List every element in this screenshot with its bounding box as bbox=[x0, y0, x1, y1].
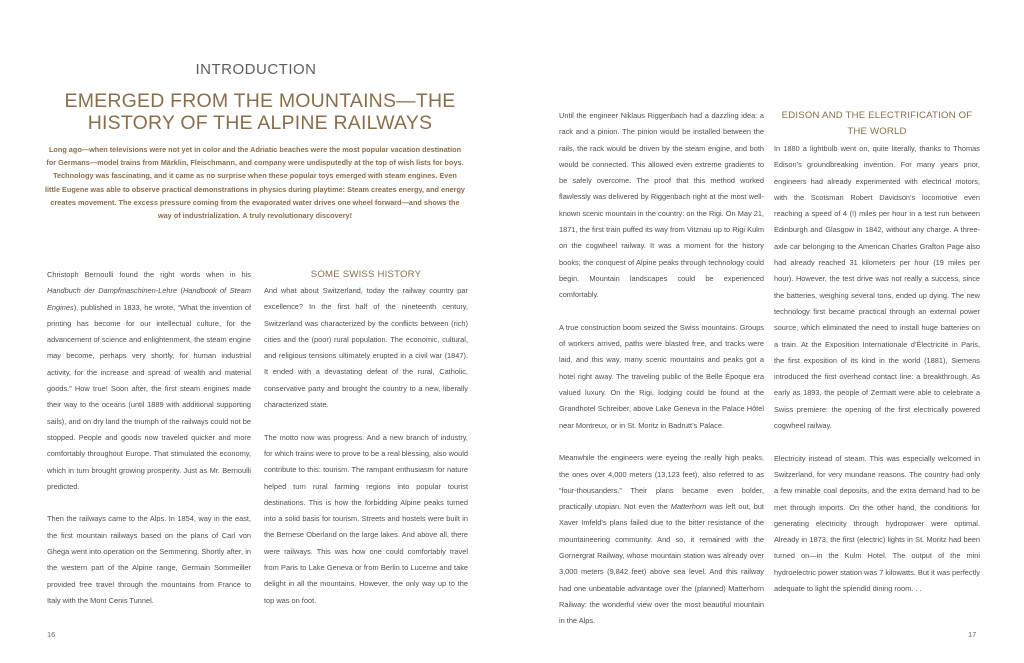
section-kicker: INTRODUCTION bbox=[195, 61, 317, 78]
column-2 bbox=[264, 267, 468, 609]
paragraph: Until the engineer Niklaus Riggenbach had a dazzling idea: a rack and a pinion. The pinion would be installed between the rails, the rack would be driven by the steam engine, and both would be connected. This allowed even extreme gradients to be safely overcome. The proof that this method worked flawlessly was delivered by Riggenbach right at the most well-known scenic mountain in the country: on the Rigi. On May 21, 1871, the first train puffed its way from Vitznau up to Rigi Kulm on the cogwheel railway. It was a moment for the history books; the conquest of Alpine peaks through technology could begin. Mountain landscapes could be experienced comfortably. bbox=[559, 111, 764, 300]
text-run: Christoph Bernoulli found the right words when in his bbox=[47, 270, 251, 279]
paragraph: And what about Switzerland, today the railway country par excellence? In the first half of the nineteenth century, Switzerland was characterized by the conflicts between (rich) cities and the (poor) rural population. The economic, cultural, and religious tensions ultimately erupted in a civil war (1847). It ended with a devastating defeat of the rural, Catholic, conservative party and brought the country to a new, liberally characterized state. bbox=[264, 286, 468, 410]
page-number: 17 bbox=[968, 630, 977, 639]
page-number: 16 bbox=[47, 630, 56, 639]
book-title-translation: Handbook of Steam Engines bbox=[47, 286, 251, 312]
paragraph: In 1880 a lightbulb went on, quite literally, thanks to Thomas Edison’s groundbreaking invention. For many years prior, engineers had already experimented with electrical motors, with the Scotsman Robert Davidson’s locomotive even reaching a speed of 4 (!) miles per hour in a test run between Edinburgh and Glasgow in 1842, without any charge. A three-axle car belonging to the American Charles Grafton Page also had already reached 31 kilometers per hour (19 miles per hour). However, the test drive was not really a success, since the batteries, weighing several tons, ended up dying. The new technology first became practical through an external power source, which eliminated the need to install huge batteries on a train. At the Exposition Internationale d’Électricité in Paris, the first exposition of its kind in the world (1881), Siemens introduced the first overhead contact line: a breakthrough. As early as 1893, the people of Zermatt were able to celebrate a Swiss premiere: the opening of the first electrically powered cogwheel railway. bbox=[774, 144, 980, 431]
paragraph: The motto now was progress. And a new branch of industry, for which trains were to prove to be a real blessing, also would contribute to this: tourism. The rampant enthusiasm for nature helped turn rural farming regions into popular tourist destinations. This is how the forbidding Alpine peaks turned into a solid basis for tourism. Streets and hostels were built in the Bernese Oberland on the large lakes. And above all, there were railways. This was how one could comfortably travel from Paris to Lake Geneva or from Berlin to Lucerne and take delight in all the mountains. However, the only way up to the top was on foot. bbox=[264, 432, 468, 605]
column-4 bbox=[774, 108, 980, 597]
book-title: Handbuch der Dampfmaschinen-Lehre bbox=[47, 286, 178, 296]
text-run: ), published in 1833, he wrote, “What the invention of printing has become for our intellectual culture, for the advancement of science and enlightenment, the steam engine may become, perhaps very shortly, for human industrial activity, for the increase and spread of wealth and material goods.” How true! Soon after, the first steam engines made their way to the oceans (until 1889 with additional supporting sails), and on dry land the triumph of the railways could not be stopped. People and goods now traveled quicker and more comfortably throughout Europe. That stimulated the economy, which in turn brought growing prosperity. Just as Mr. Bernoulli predicted. bbox=[47, 302, 251, 491]
lead-paragraph: Long ago—when televisions were not yet in color and the Adriatic beaches were the most popular vacation destination for Germans—model trains from Märklin, Fleischmann, and company were undisputedly at the top of wish lists for boys. Technology was fascinating, and it came as no surprise when these popular toys emerged with steam engines. Even little Eugene was able to observe practical demonstrations in physics during playtime: Steam creates energy, and energy creates movement. The excess pressure coming from the evaporated water drives one wheel forward—and shows the way of industrialization. A truly revolutionary discovery! bbox=[45, 145, 465, 221]
paragraph: A true construction boom seized the Swiss mountains. Groups of workers arrived, paths were blasted free, and tracks were laid, and this way, many scenic mountains and peaks got a hotel right away. The traveling public of the Belle Époque era valued luxury. On the Rigi, lodging could be found at the Grandhotel Schreiber, above Lake Geneva in the Palace Hôtel near Montreux, or in St. Moritz in Badrutt’s Palace. bbox=[559, 322, 764, 430]
section-heading: EDISON AND THE ELECTRIFICATION OF THE WORLD bbox=[781, 110, 973, 137]
paragraph bbox=[559, 450, 764, 629]
italic-term: Matterhorn bbox=[670, 502, 707, 512]
text-run: ( bbox=[177, 286, 183, 296]
section-heading: SOME SWISS HISTORY bbox=[310, 269, 422, 280]
column-1 bbox=[47, 267, 251, 609]
paragraph: Electricity instead of steam. This was especially welcomed in Switzerland, for very mundane reasons. The country had only a few minable coal deposits, and the extra demand had to be met through imports. On the other hand, the conditions for generating electricity through hydropower were optimal. Already in 1873, the first (electric) lights in St. Moritz had been turned on—in the Kulm Hotel. The output of the mini hydroelectric power station was 7 kilowatts. But it was perfectly adequate to light the splendid dining room. . . bbox=[774, 453, 980, 594]
text-run: was left out, but Xaver Imfeld’s plans failed due to the bitter resistance of the mountaineering community. And so, it remained with the Gornergrat Railway, whose mountain station was already over 3,000 meters (9,842 feet) above sea level. And this railway had one unbeatable advantage over the (planned) Matterhorn Railway: the wonderful view over the most beautiful mountain in the Alps. bbox=[559, 502, 764, 626]
chapter-title: EMERGED FROM THE MOUNTAINS—THE HISTORY OF THE ALPINE RAILWAYS bbox=[64, 90, 456, 134]
right-page bbox=[512, 0, 1024, 663]
column-3 bbox=[559, 108, 764, 630]
paragraph bbox=[47, 267, 251, 495]
text-run: Meanwhile the engineers were eyeing the really high peaks, the ones over 4,000 meters (13,123 feet), also referred to as “four-thousanders.” Their plans became even bolder, practically utopian. Not even the bbox=[559, 453, 764, 512]
paragraph: Then the railways came to the Alps. In 1854, way in the east, the first mountain railways based on the plans of Carl von Ghega went into operation on the Semmering. Shortly after, in the western part of the Alpine range, Germain Sommeiller provided free travel through the mountains from France to Italy with the Mont Cenis Tunnel. bbox=[47, 514, 251, 605]
